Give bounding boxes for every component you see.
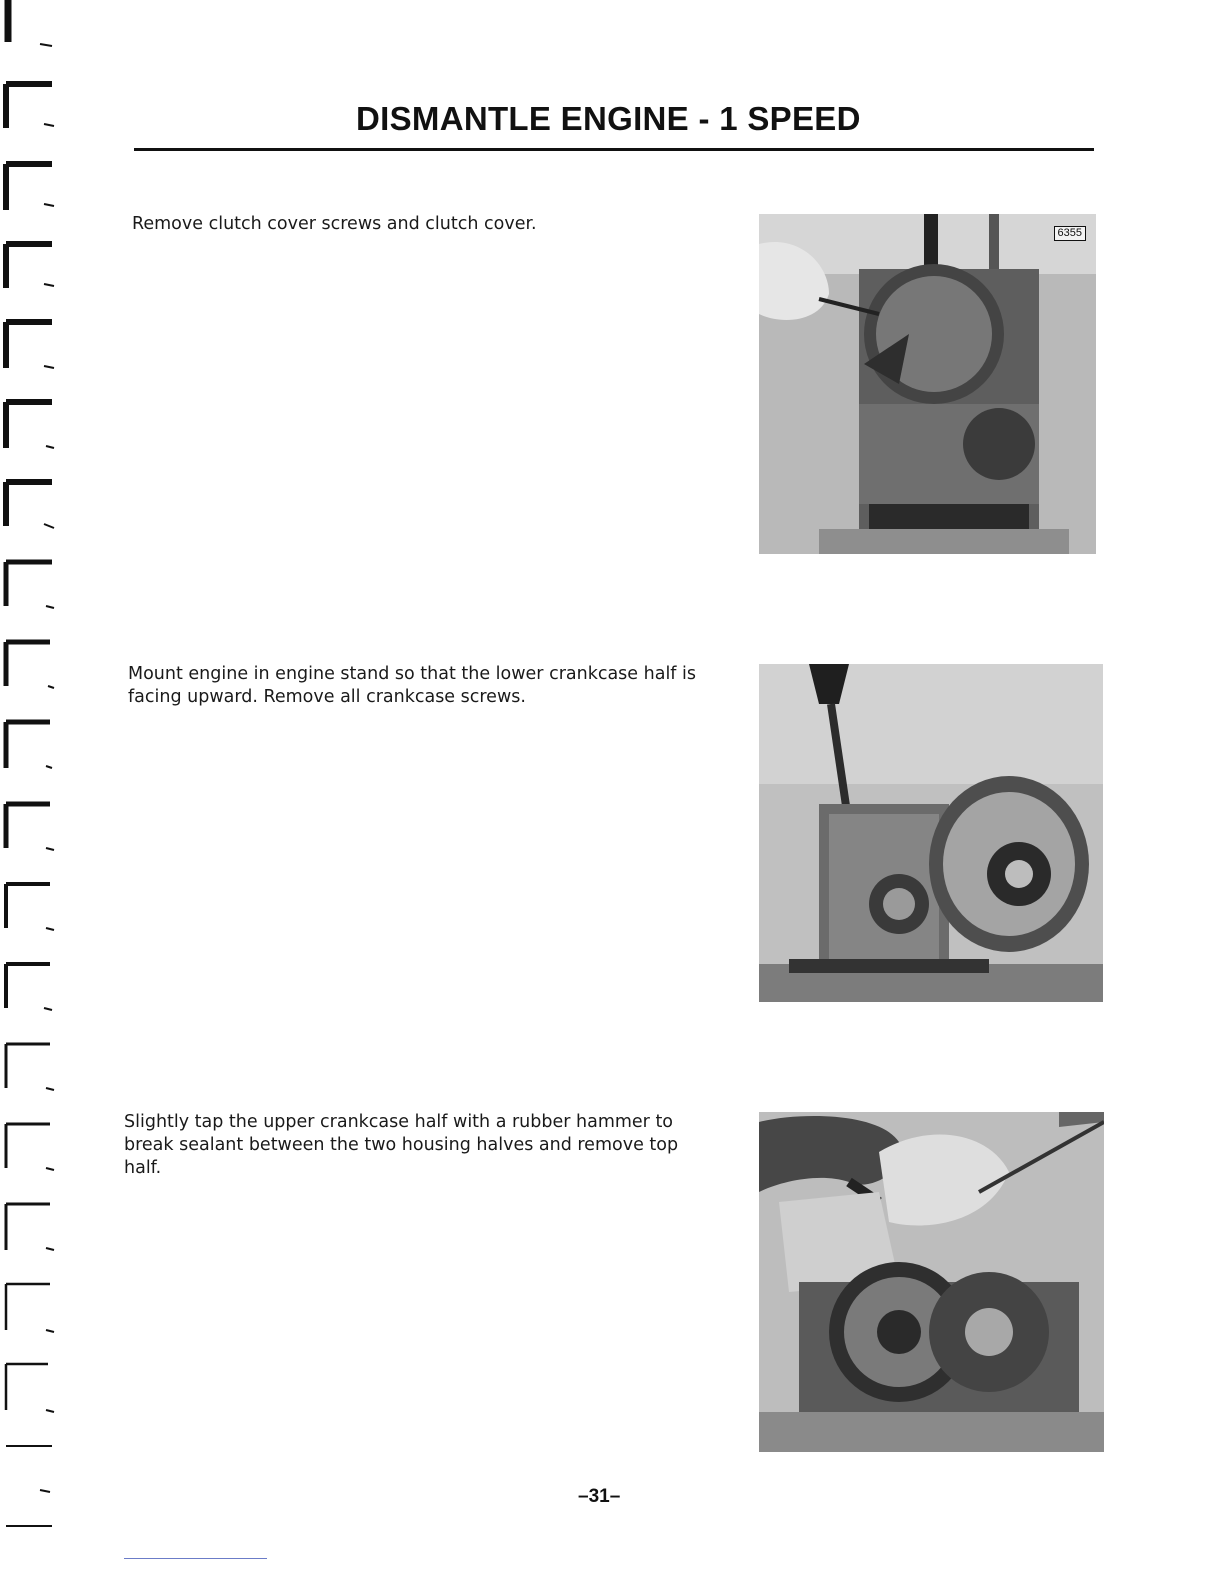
step-3-instruction: Slightly tap the upper crankcase half with a rubber hammer to break sealant between the two housing halves and remove top half. [124,1112,679,1178]
step-2-instruction: Mount engine in engine stand so that the lower crankcase half is facing upward. Remove all crankcase screws. [128,664,697,707]
footnote-separator [124,1558,267,1559]
binding-marks [0,0,60,1584]
step-1-photo-id: 6355 [1054,226,1086,241]
step-2-photo [759,664,1103,1002]
page-title: DISMANTLE ENGINE - 1 SPEED [356,100,861,137]
step-1-instruction: Remove clutch cover screws and clutch cover. [132,214,537,234]
step-1-photo [759,214,1096,554]
title-underline [134,148,1094,151]
step-3-photo [759,1112,1104,1452]
page-number: –31– [578,1486,621,1507]
